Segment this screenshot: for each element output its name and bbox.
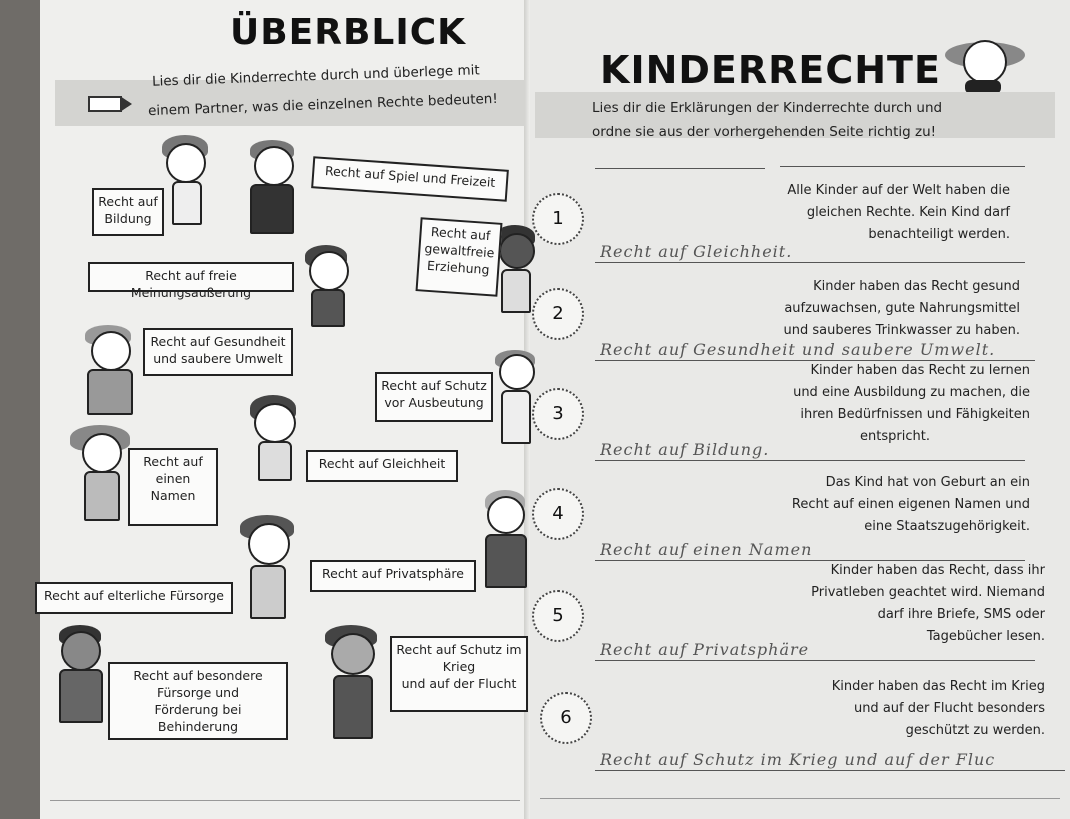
item-description-1: Alle Kinder auf der Welt haben die gleichen Rechte. Kein Kind darf benachteiligt werden. xyxy=(787,183,1010,242)
answer-line-6 xyxy=(595,770,1065,771)
left-page-title: ÜBERBLICK xyxy=(230,12,467,53)
right-page-title: KINDERRECHTE xyxy=(600,48,941,92)
right-instruction-line1: Lies dir die Erklärungen der Kinderrechte durch und xyxy=(592,100,943,116)
right-box-behinderung: Recht auf besondere Fürsorge und Förderung bei Behinderung xyxy=(108,662,288,740)
item-number-3: 3 xyxy=(532,388,584,440)
answer-line-5 xyxy=(595,660,1035,661)
answer-line-1 xyxy=(595,262,1025,263)
right-box-schutz-krieg-flucht: Recht auf Schutz im Krieg und auf der Flucht xyxy=(390,636,528,712)
right-box-gewaltfreie-erziehung: Recht auf gewaltfreie Erziehung xyxy=(416,217,503,297)
right-box-gleichheit: Recht auf Gleichheit xyxy=(306,450,458,482)
right-box-namen: Recht auf einen Namen xyxy=(128,448,218,526)
right-page-bottom-border xyxy=(540,798,1060,799)
item-description-2: Kinder haben das Recht gesund aufzuwachsen, gute Nahrungsmittel und sauberes Trinkwasser zu haben. xyxy=(783,279,1020,338)
divider-line xyxy=(595,168,765,169)
left-instruction-line2: einem Partner, was die einzelnen Rechte bedeuten! xyxy=(147,90,499,120)
item-number-5: 5 xyxy=(532,590,584,642)
right-box-schutz-ausbeutung: Recht auf Schutz vor Ausbeutung xyxy=(375,372,493,422)
answer-text-4[interactable]: Recht auf einen Namen xyxy=(600,540,813,559)
answer-text-5[interactable]: Recht auf Privatsphäre xyxy=(600,640,810,659)
answer-text-3[interactable]: Recht auf Bildung. xyxy=(600,440,770,459)
pencil-icon xyxy=(88,96,122,112)
right-box-elterliche-fuersorge: Recht auf elterliche Fürsorge xyxy=(35,582,233,614)
right-box-meinungsaeusserung: Recht auf freie Meinungsaußerung xyxy=(88,262,294,292)
item-number-2: 2 xyxy=(532,288,584,340)
item-number-1: 1 xyxy=(532,193,584,245)
right-instruction-line2: ordne sie aus der vorhergehenden Seite richtig zu! xyxy=(592,124,937,140)
item-description-6: Kinder haben das Recht im Krieg und auf der Flucht besonders geschützt zu werden. xyxy=(831,679,1045,738)
item-number-4: 4 xyxy=(532,488,584,540)
item-description-4: Das Kind hat von Geburt an ein Recht auf einen eigenen Namen und eine Staatszugehörigkeit. xyxy=(791,475,1030,534)
right-box-bildung: Recht auf Bildung xyxy=(92,188,164,236)
answer-text-2[interactable]: Recht auf Gesundheit und saubere Umwelt. xyxy=(600,340,996,359)
right-box-privatsphaere: Recht auf Privatsphäre xyxy=(310,560,476,592)
answer-text-6[interactable]: Recht auf Schutz im Krieg und auf der Fluc xyxy=(600,750,996,769)
left-instruction-line1: Lies dir die Kinderrechte durch und überlege mit xyxy=(151,62,480,90)
right-box-gesundheit-umwelt: Recht auf Gesundheit und saubere Umwelt xyxy=(143,328,293,376)
item-description-3: Kinder haben das Recht zu lernen und eine Ausbildung zu machen, die ihren Bedürfnissen und Fähigkeiten entspricht. xyxy=(793,363,1030,444)
answer-line-3 xyxy=(595,460,1025,461)
divider-line xyxy=(780,166,1025,167)
left-page-bottom-border xyxy=(50,800,520,801)
right-box-spiel-freizeit: Recht auf Spiel und Freizeit xyxy=(311,156,509,202)
item-number-6: 6 xyxy=(540,692,592,744)
item-description-5: Kinder haben das Recht, dass ihr Privatleben geachtet wird. Niemand darf ihre Briefe, SMS oder Tagebücher lesen. xyxy=(811,563,1045,644)
answer-text-1[interactable]: Recht auf Gleichheit. xyxy=(600,242,793,261)
